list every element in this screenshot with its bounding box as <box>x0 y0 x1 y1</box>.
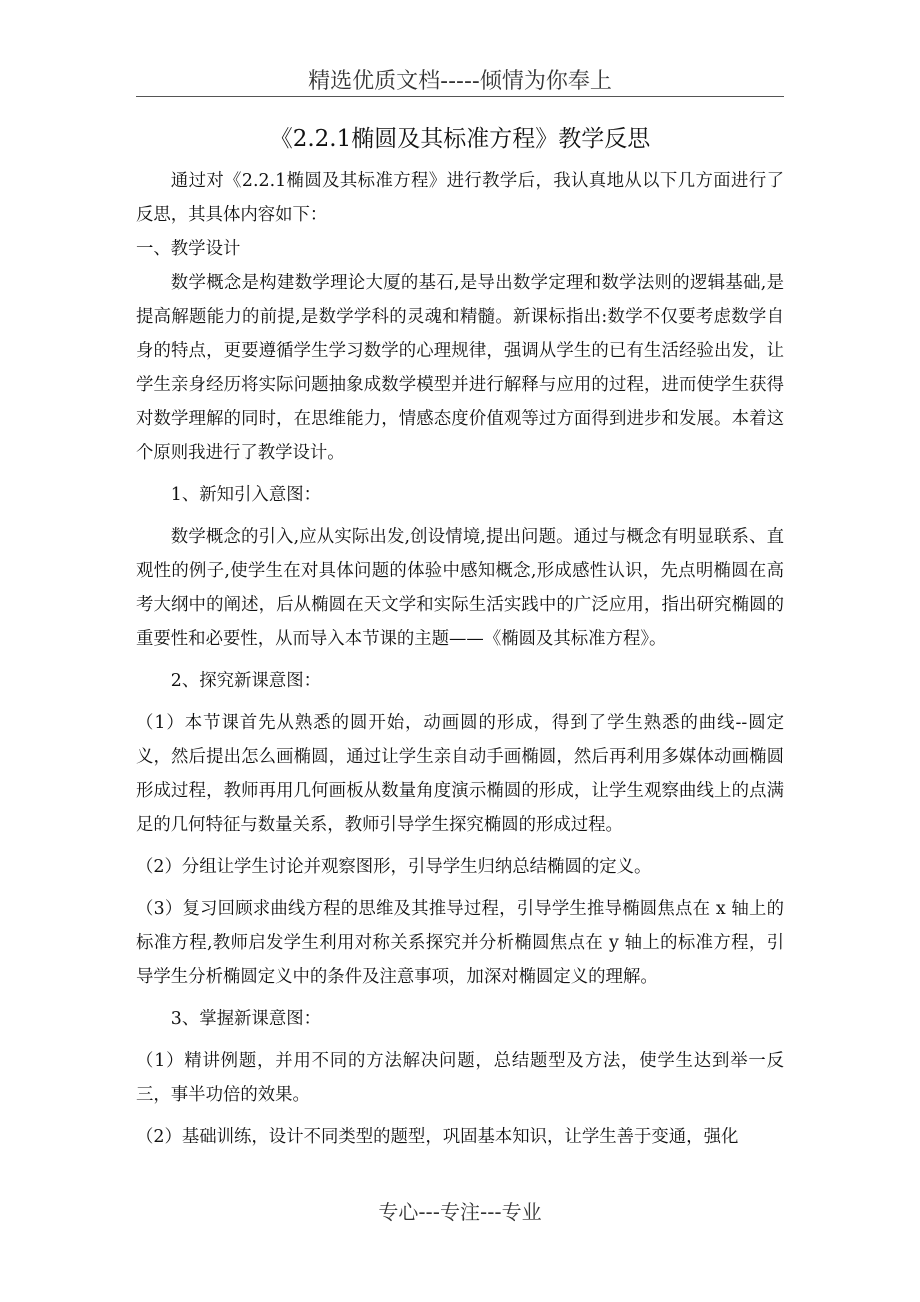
spacer <box>136 1036 784 1044</box>
subheading-introduction-intent: 1、新知引入意图： <box>170 485 321 505</box>
paragraph-introduction: 数学概念的引入,应从实际出发,创设情境,提出问题。通过与概念有明显联系、直观性的例子,使学生在对具体问题的体验中感知概念,形成感性认识，先点明椭圆在高考大纲中的阐述，后从椭圆在天文学和实际生活实践中的广泛应用，指出研究椭圆的重要性和必要性，从而导入本节课的主题——《椭圆及其标准方程》。 <box>136 527 784 649</box>
list-item-explore-2: （2）分组让学生讨论并观察图形，引导学生归纳总结椭圆的定义。 <box>136 857 652 877</box>
paragraph-concept: 数学概念是构建数学理论大厦的基石,是导出数学定理和数学法则的逻辑基础,是提高解题能力的前提,是数学学科的灵魂和精髓。新课标指出:数学不仅要考虑数学自身的特点，更要遵循学生学习数学的心理规律，强调从学生的已有生活经验出发，让学生亲身经历将实际问题抽象成数学模型并进行解释与应用的过程，进而使学生获得对数学理解的同时，在思维能力，情感态度价值观等过方面得到进步和发展。本着这个原则我进行了教学设计。 <box>136 273 784 463</box>
spacer <box>136 1112 784 1120</box>
document-body <box>136 164 784 1154</box>
list-item-explore-1: （1）本节课首先从熟悉的圆开始，动画圆的形成，得到了学生熟悉的曲线--圆定义，然后提出怎么画椭圆，通过让学生亲自动手画椭圆，然后再利用多媒体动画椭圆形成过程，教师再用几何画板从数量角度演示椭圆的形成，让学生观察曲线上的点满足的几何特征与数量关系，教师引导学生探究椭圆的形成过程。 <box>136 713 784 835</box>
list-item-explore-3: （3）复习回顾求曲线方程的思维及其推导过程，引导学生推导椭圆焦点在 x 轴上的标准方程,教师启发学生利用对称关系探究并分析椭圆焦点在 y 轴上的标准方程，引导学生分析椭圆定义中的条件及注意事项，加深对椭圆定义的理解。 <box>136 899 784 987</box>
list-item-master-2: （2）基础训练，设计不同类型的题型，巩固基本知识，让学生善于变通，强化 <box>136 1127 739 1147</box>
spacer <box>136 512 784 520</box>
spacer <box>136 994 784 1002</box>
spacer <box>136 698 784 706</box>
header-divider <box>136 96 784 97</box>
paragraph-intro: 通过对《2.2.1椭圆及其标准方程》进行教学后，我认真地从以下几方面进行了反思，其具体内容如下： <box>136 171 784 225</box>
document-title: 《2.2.1椭圆及其标准方程》教学反思 <box>269 126 651 152</box>
spacer <box>136 656 784 664</box>
subheading-explore-intent: 2、探究新课意图： <box>170 671 321 691</box>
subheading-master-intent: 3、掌握新课意图： <box>170 1009 321 1029</box>
spacer <box>136 884 784 892</box>
spacer <box>136 470 784 478</box>
spacer <box>136 842 784 850</box>
section-heading-teaching-design: 一、教学设计 <box>136 239 241 259</box>
page-header: 精选优质文档-----倾情为你奉上 <box>308 69 612 94</box>
list-item-master-1: （1）精讲例题，并用不同的方法解决问题，总结题型及方法，使学生达到举一反三，事半功倍的效果。 <box>136 1051 784 1105</box>
page-footer: 专心---专注---专业 <box>378 1200 542 1224</box>
